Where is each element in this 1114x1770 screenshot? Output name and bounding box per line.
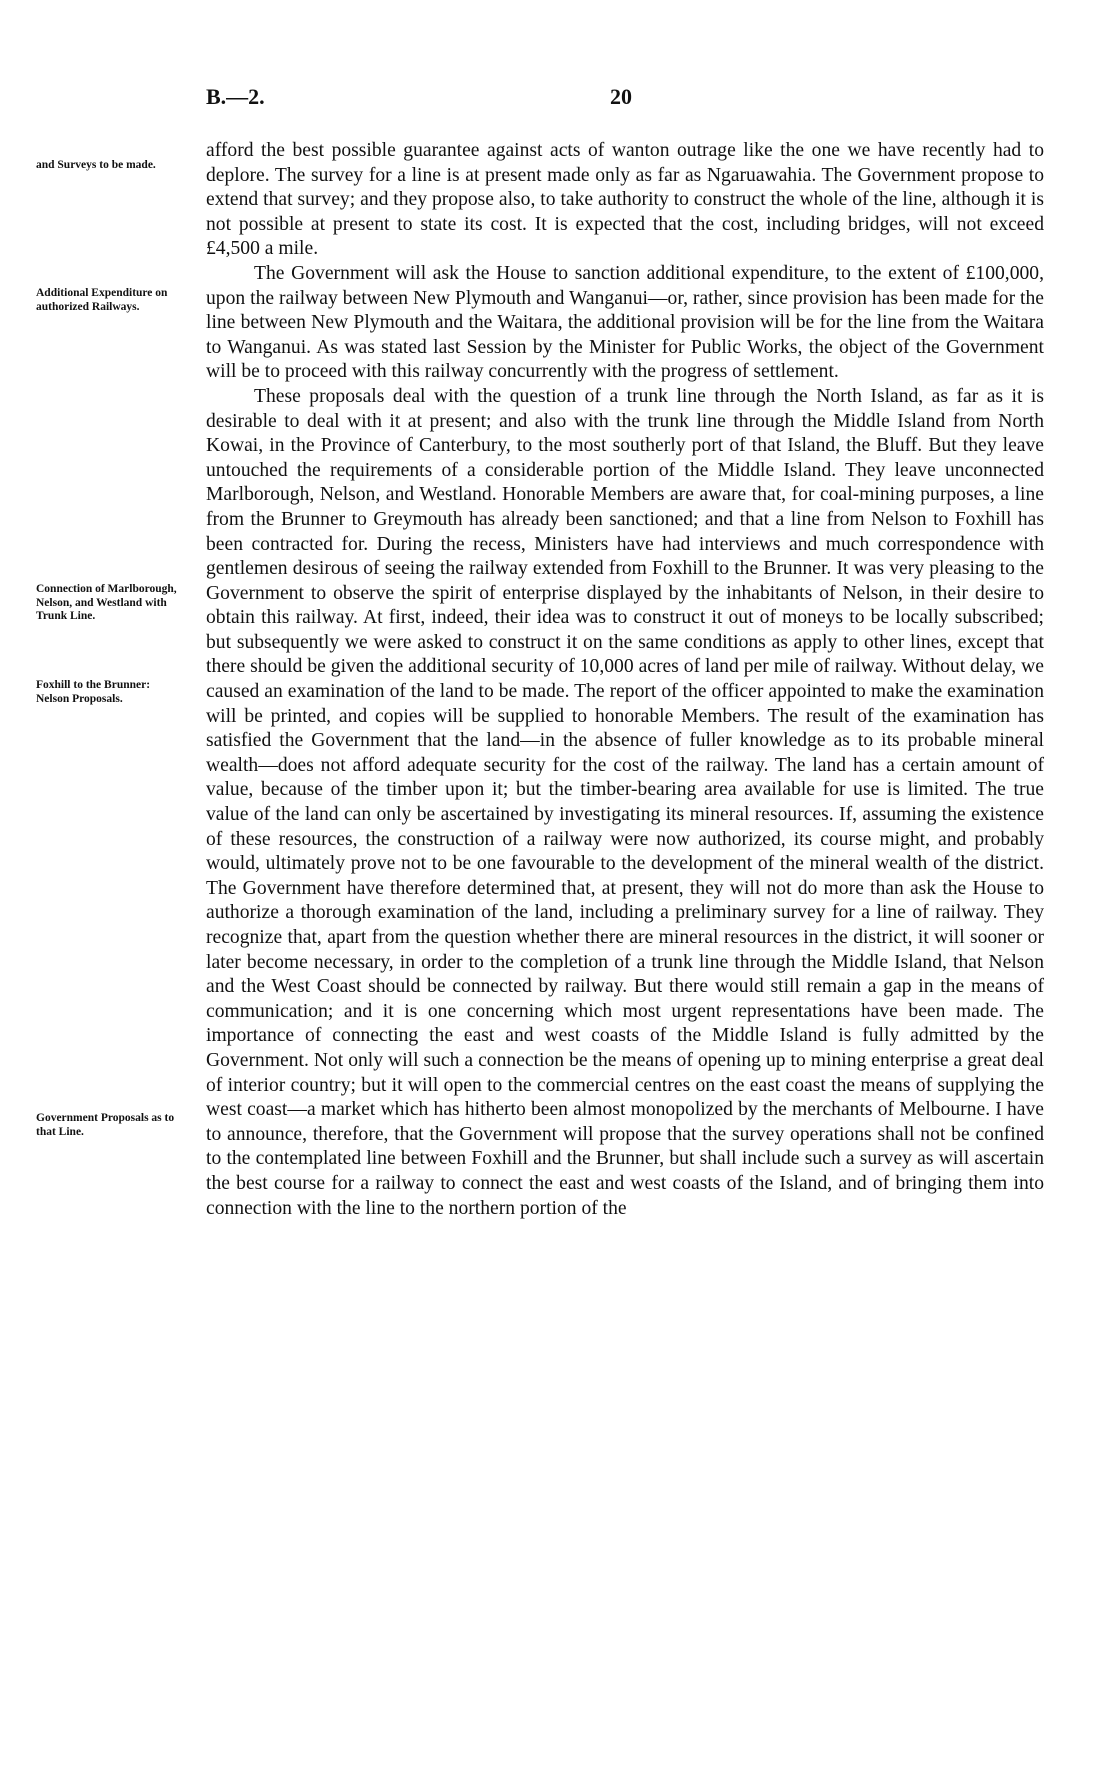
sidenote-additional-expenditure: Additional Expenditure on authorized Railways. [36,287,168,313]
paragraph-1: afford the best possible guarantee against acts of wanton outrage like the one we have recently had to deplore. The survey for a line is at present made only as far as Ngaruawahia. The Government propose to extend that survey; and they propose also, to take authority to construct the whole of the line, although it is not possible at present to state its cost. It is expected that the cost, including bridges, will not exceed £4,500 a mile. [206,140,1044,260]
sidenote-foxhill-brunner: Foxhill to the Brunner: Nelson Proposals. [36,679,151,705]
body-text [206,139,1044,1221]
page-header [206,84,1044,114]
page-number: 20 [610,84,632,109]
sidenote-surveys: and Surveys to be made. [36,159,156,171]
sidenote-government-proposals: Government Proposals as to that Line. [36,1112,175,1138]
document-reference: B.—2. [206,84,265,109]
paragraph-3: These proposals deal with the question of a trunk line through the North Island, as far as it is desirable to deal with it at present; and also with the trunk line through the Middle Island from North Kowai, in the Province of Canterbury, to the most southerly port of that Island, the Bluff. But they leave untouched the requirements of a considerable portion of the Middle Island. They leave unconnected Marlborough, Nelson, and Westland. Honorable Members are aware that, for coal-mining purposes, a line from the Brunner to Greymouth has already been sanctioned; and that a line from Nelson to Foxhill has been contracted for. During the recess, Ministers have had interviews and much correspondence with gentlemen desirous of seeing the railway extended from Foxhill to the Brunner. It was very pleasing to the Government to observe the spirit of enterprise displayed by the inhabitants of Nelson, in their desire to obtain this railway. At first, indeed, their idea was to construct it out of moneys to be locally subscribed; but subsequently we were asked to construct it on the same conditions as apply to other lines, except that there should be given the additional security of 10,000 acres of land per mile of railway. Without delay, we caused an examination of the land to be made. The report of the officer appointed to make the examination will be printed, and copies will be supplied to honorable Members. The result of the examination has satisfied the Government that the land—in the absence of fuller knowledge as to its probable mineral wealth—does not afford adequate security for the cost of the railway. The land has a certain amount of value, because of the timber upon it; but the timber-bearing area available for use is limited. The true value of the land can only be ascertained by investigating its mineral resources. If, assuming the existence of these resources, the construction of a railway were now authorized, its course might, and probably would, ultimately prove not to be one favourable to the development of the mineral wealth of the district. The Government have therefore determined that, at present, they will not do more than ask the House to authorize a thorough examination of the land, including a preliminary survey for a line of railway. They recognize that, apart from the question whether there are mineral resources in the district, it will sooner or later become necessary, in order to the completion of a trunk line through the Middle Island, that Nelson and the West Coast should be connected by railway. But there would still remain a gap in the means of communication; and it is one concerning which most urgent representations have been made. The importance of connecting the east and west coasts of the Middle Island is fully admitted by the Government. Not only will such a connection be the means of opening up to mining enterprise a great deal of interior country; but it will open to the commercial centres on the east coast the means of supplying the west coast—a market which has hitherto been almost monopolized by the merchants of Melbourne. I have to announce, therefore, that the Government will propose that the survey operations shall not be confined to the contemplated line between Foxhill and the Brunner, but shall include such a survey as will ascertain the best course for a railway to connect the east and west coasts of the Island, and of bringing them into connection with the line to the northern portion of the [206,385,1044,1219]
paragraph-2: The Government will ask the House to sanction additional expenditure, to the extent of £100,000, upon the railway between New Plymouth and Wanganui—or, rather, since provision has been made for the line between New Plymouth and the Waitara, the additional provision will be for the line from the Waitara to Wanganui. As was stated last Session by the Minister for Public Works, the object of the Government will be to proceed with this railway concurrently with the progress of settlement. [206,262,1044,383]
sidenote-connection-marlborough: Connection of Marlborough, Nelson, and Westland with Trunk Line. [36,583,177,622]
